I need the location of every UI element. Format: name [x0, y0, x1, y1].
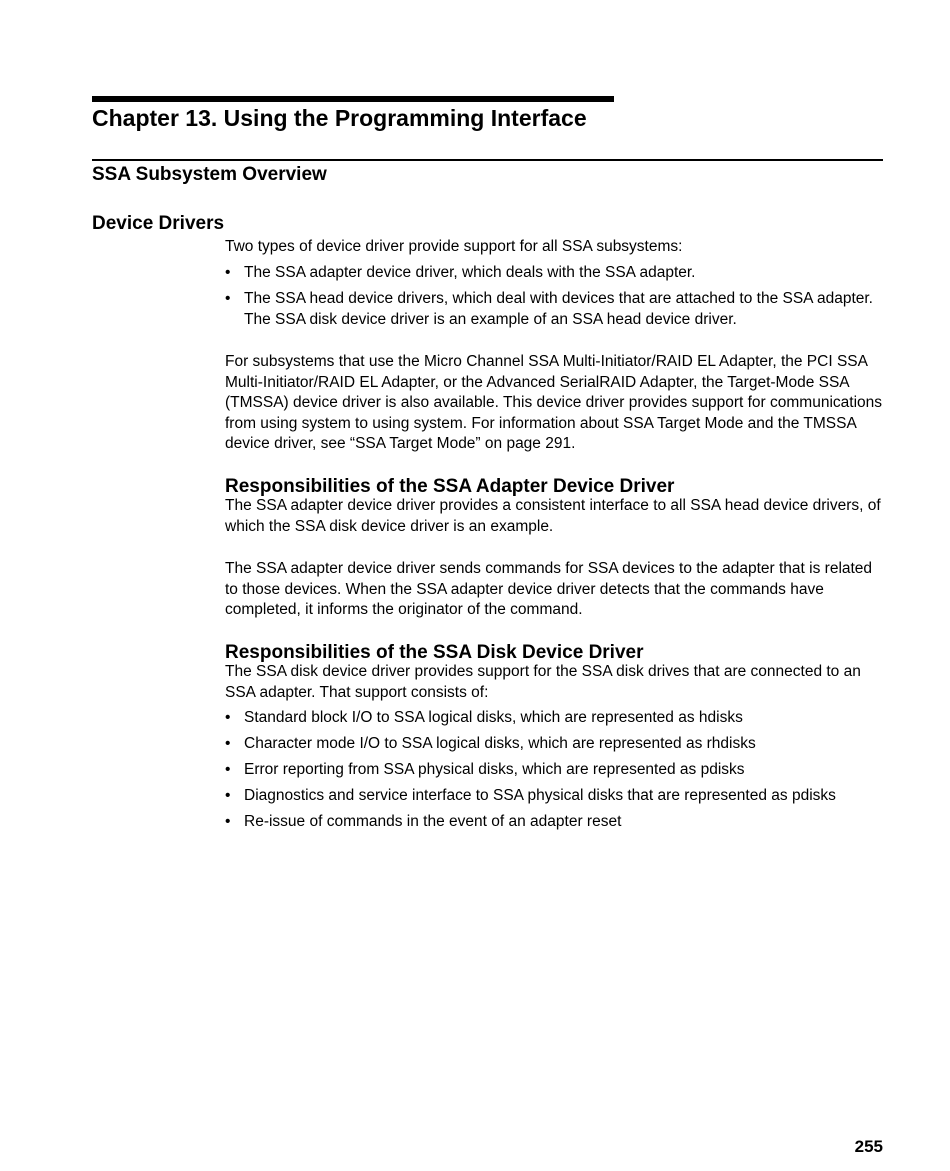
- list-item-text: Re-issue of commands in the event of an adapter reset: [244, 813, 622, 830]
- device-drivers-intro: [225, 237, 885, 258]
- bullet-icon: •: [225, 735, 231, 752]
- bullet-icon: •: [225, 787, 231, 804]
- list-item-text: The SSA head device drivers, which deal with devices that are attached to the SSA adapter. The SSA disk device driver is an example of an SSA head device driver.: [244, 290, 873, 328]
- bullet-icon: •: [225, 813, 231, 830]
- page-number: 255: [854, 1137, 883, 1156]
- list-item-text: Error reporting from SSA physical disks, which are represented as pdisks: [244, 761, 745, 778]
- section-rule: [92, 159, 883, 161]
- list-item: [225, 708, 885, 729]
- tmssa-paragraph: [225, 352, 885, 455]
- list-item: [225, 289, 885, 330]
- chapter-rule: [92, 96, 614, 102]
- bullet-icon: •: [225, 264, 231, 281]
- device-drivers-heading: Device Drivers: [92, 213, 225, 234]
- disk-support-list: [225, 708, 885, 838]
- driver-types-list: [225, 263, 885, 336]
- list-item: [225, 263, 885, 284]
- disk-text-1: The SSA disk device driver provides support for the SSA disk drives that are connected to an SSA adapter. That support consists of:: [225, 663, 861, 701]
- adapter-text-1: The SSA adapter device driver provides a consistent interface to all SSA head device drivers, of which the SSA disk device driver is an example.: [225, 497, 881, 535]
- section-title: SSA Subsystem Overview: [92, 164, 327, 185]
- tmssa-text: For subsystems that use the Micro Channel SSA Multi-Initiator/RAID EL Adapter, the PCI SSA Multi-Initiator/RAID EL Adapter, or the Advanced SerialRAID Adapter, the Target-Mode SSA (TMSSA) device driver is also available. This device driver provides support for communications from using system to using system. For information about SSA Target Mode and the TMSSA device driver, see “SSA Target Mode” on page 291.: [225, 353, 883, 452]
- bullet-icon: •: [225, 761, 231, 778]
- adapter-driver-heading: Responsibilities of the SSA Adapter Device Driver: [225, 476, 675, 497]
- bullet-icon: •: [225, 709, 231, 726]
- list-item: [225, 734, 885, 755]
- list-item-text: The SSA adapter device driver, which deals with the SSA adapter.: [244, 264, 696, 281]
- list-item: [225, 786, 885, 807]
- adapter-paragraph-1: [225, 496, 885, 537]
- chapter-title: Chapter 13. Using the Programming Interface: [92, 105, 587, 131]
- list-item: [225, 812, 885, 833]
- adapter-paragraph-2: [225, 559, 885, 621]
- list-item-text: Diagnostics and service interface to SSA physical disks that are represented as pdisks: [244, 787, 836, 804]
- adapter-text-2: The SSA adapter device driver sends commands for SSA devices to the adapter that is related to those devices. When the SSA adapter device driver detects that the commands have completed, it informs the originator of the command.: [225, 560, 873, 618]
- disk-driver-heading: Responsibilities of the SSA Disk Device Driver: [225, 642, 644, 663]
- bullet-icon: •: [225, 290, 231, 307]
- list-item: [225, 760, 885, 781]
- disk-paragraph-1: [225, 662, 885, 703]
- intro-text: Two types of device driver provide support for all SSA subsystems:: [225, 238, 683, 255]
- list-item-text: Standard block I/O to SSA logical disks, which are represented as hdisks: [244, 709, 743, 726]
- list-item-text: Character mode I/O to SSA logical disks, which are represented as rhdisks: [244, 735, 756, 752]
